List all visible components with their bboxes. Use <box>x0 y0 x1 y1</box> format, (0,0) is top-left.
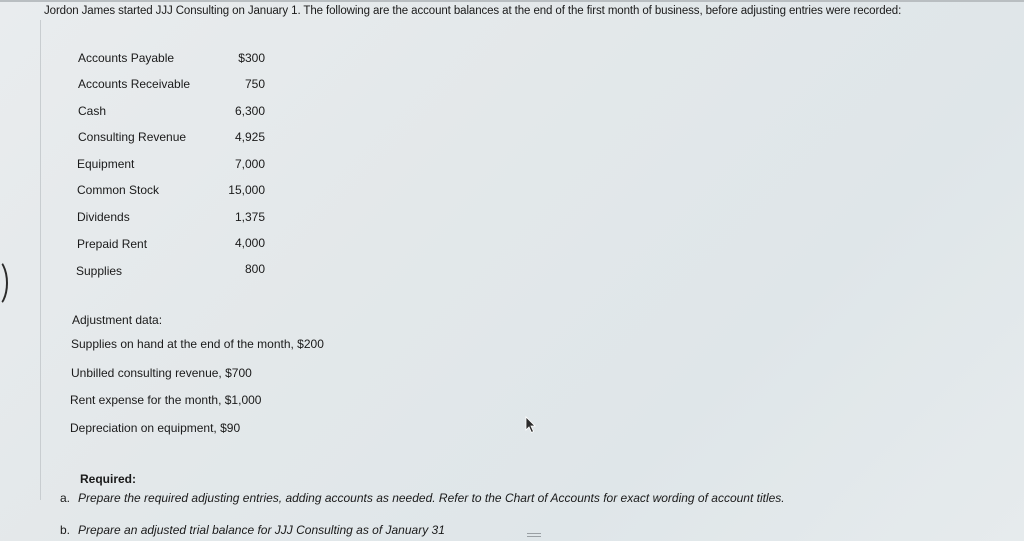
top-border <box>0 0 1024 2</box>
adjustment-item: Supplies on hand at the end of the month, $200 <box>71 337 324 351</box>
account-name: Equipment <box>77 157 135 171</box>
account-amount: 6,300 <box>234 104 265 118</box>
required-letter: b. <box>60 523 71 537</box>
account-amount: 800 <box>244 262 265 276</box>
pointer-cursor-icon <box>524 416 538 434</box>
account-amount: $300 <box>238 51 265 65</box>
account-name: Accounts Payable <box>78 51 175 65</box>
account-name: Prepaid Rent <box>77 237 148 251</box>
account-name: Common Stock <box>77 183 160 197</box>
account-amount: 4,000 <box>234 236 265 250</box>
account-amount: 750 <box>244 77 265 91</box>
required-title: Required: <box>80 472 137 486</box>
adjustment-title: Adjustment data: <box>72 313 163 327</box>
account-name: Accounts Receivable <box>78 77 191 91</box>
account-name: Cash <box>78 104 107 118</box>
adjustment-item: Rent expense for the month, $1,000 <box>70 393 262 407</box>
required-letter: a. <box>60 491 71 505</box>
account-amount: 15,000 <box>228 183 265 197</box>
left-margin-line <box>40 20 41 500</box>
account-name: Consulting Revenue <box>78 130 187 144</box>
required-item-b <box>60 523 445 541</box>
account-name: Dividends <box>77 210 130 224</box>
required-text: Prepare the required adjusting entries, adding accounts as needed. Refer to the Chart of Accounts for exact wording of account titles. <box>78 491 785 505</box>
account-name: Supplies <box>76 264 123 278</box>
problem-heading: Jordon James started JJJ Consulting on January 1. The following are the account balances at the end of the first month of business, before adjusting entries were recorded: <box>44 5 902 17</box>
required-item-a <box>60 491 785 505</box>
required-text: Prepare an adjusted trial balance for JJJ Consulting as of January 31 <box>78 523 445 537</box>
margin-bracket <box>0 258 8 308</box>
account-amount: 7,000 <box>234 157 265 171</box>
adjustment-item: Unbilled consulting revenue, $700 <box>71 366 252 380</box>
account-amount: 4,925 <box>234 130 265 144</box>
account-amount: 1,375 <box>234 210 265 224</box>
adjustment-item: Depreciation on equipment, $90 <box>70 421 241 435</box>
scroll-handle[interactable] <box>527 533 541 537</box>
